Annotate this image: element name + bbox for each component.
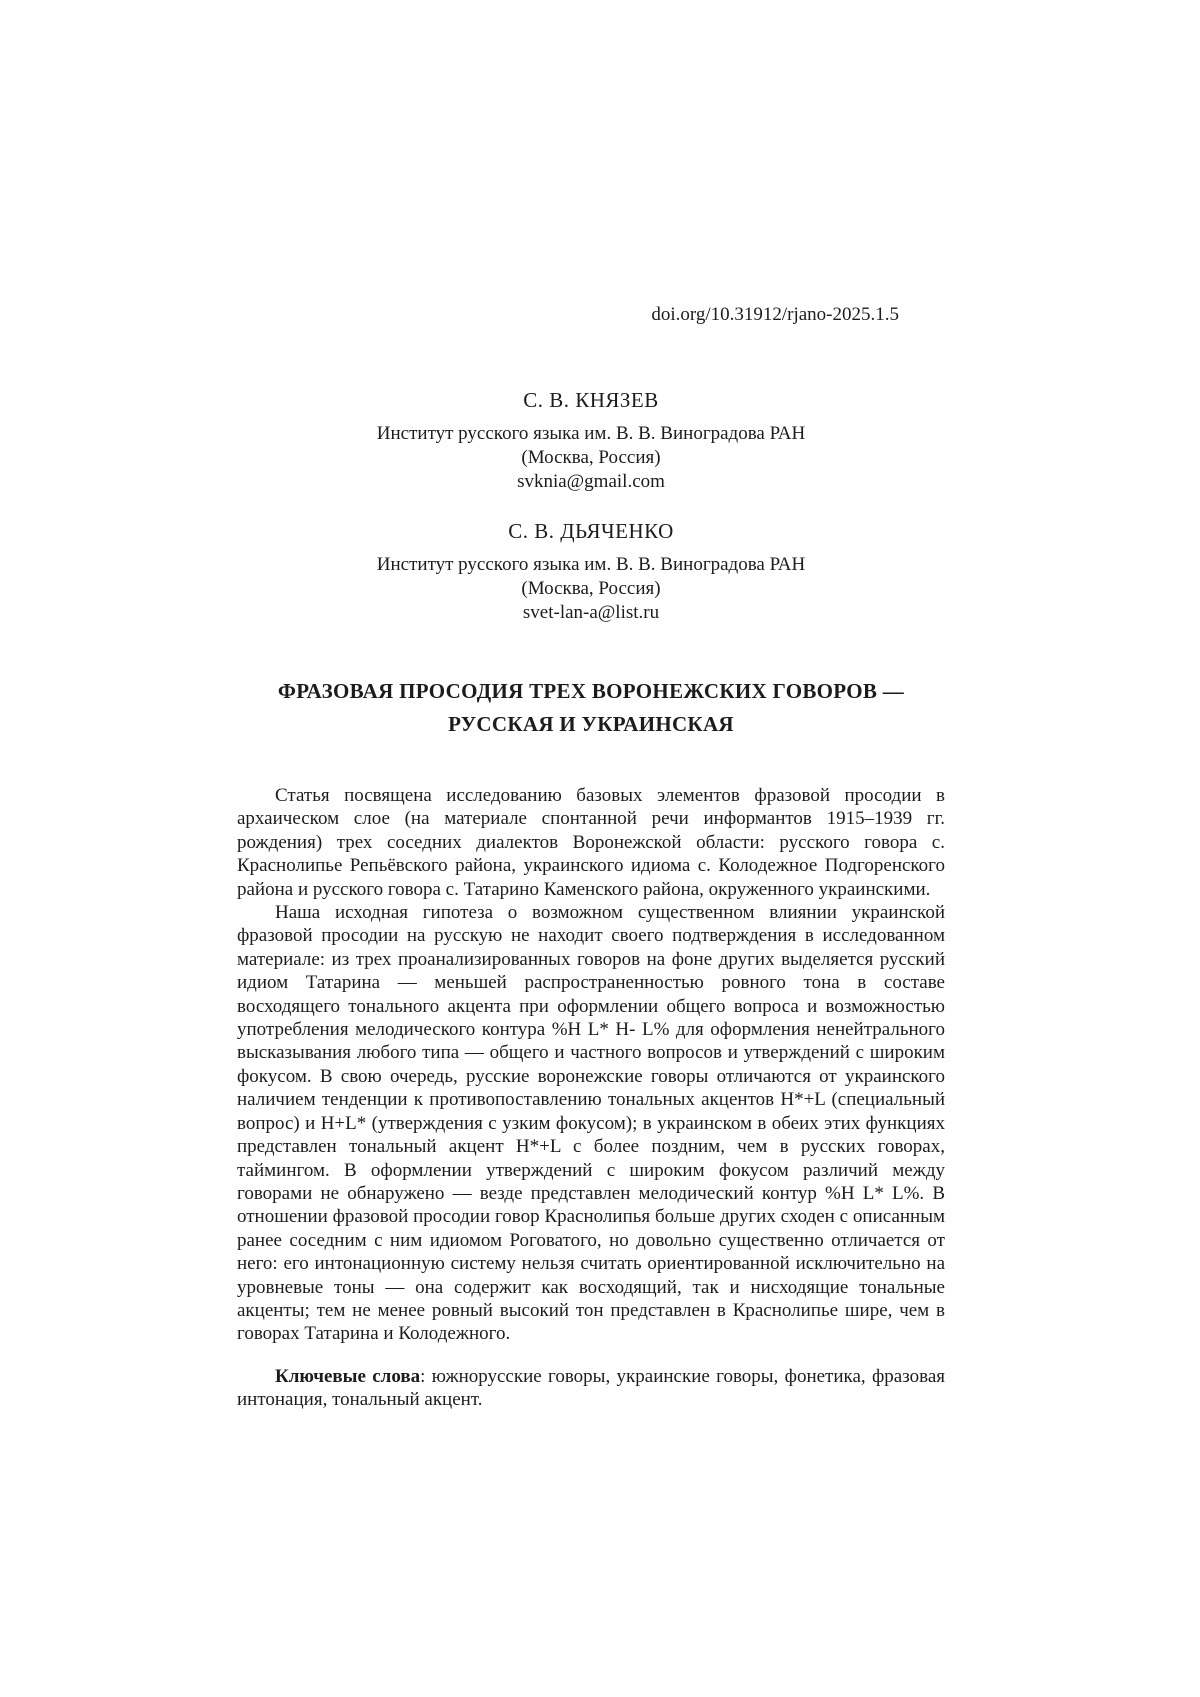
- page-content: [237, 0, 945, 1412]
- abstract-paragraph-2: Наша исходная гипотеза о возможном существенном влиянии украинской фразовой просодии на русскую не находит своего подтверждения в исследованном материале: из трех проанализированных говоров на фоне других выделяется русский идиом Татарина — меньшей распространенностью ровного тона в составе восходящего тонального акцента при оформлении общего вопроса и возможностью употребления мелодического контура %H L* H- L% для оформления ненейтрального высказывания любого типа — общего и частного вопросов и утверждений с широким фокусом. В свою очередь, русские воронежские говоры отличаются от украинского наличием тенденции к противопоставлению тональных акцентов H*+L (специальный вопрос) и H+L* (утверждения с узким фокусом); в украинском в обеих этих функциях представлен тональный акцент H*+L с более поздним, чем в русских говорах, таймингом. В оформлении утверждений с широким фокусом различий между говорами не обнаружено — везде представлен мелодический контур %H L* L%. В отношении фразовой просодии говор Краснолипья больше других сходен с описанным ранее соседним с ним идиомом Роговатого, но довольно существенно отличается от него: его интонационную систему нельзя считать ориентированной исключительно на уровневые тоны — она содержит как восходящий, так и нисходящие тональные акценты; тем не менее ровный высокий тон представлен в Краснолипье шире, чем в говорах Татарина и Колодежного.: [237, 902, 945, 1345]
- keywords-text: : южнорусские говоры, украинские говоры, фонетика, фразовая интонация, тональный акцент.: [237, 1365, 945, 1411]
- author-block-2: [237, 518, 945, 625]
- paper-title-line-1: ФРАЗОВАЯ ПРОСОДИЯ ТРЕХ ВОРОНЕЖСКИХ ГОВОРОВ —: [277, 679, 905, 703]
- paper-title: [237, 675, 945, 741]
- keywords-line: [237, 1365, 945, 1412]
- author-1-affiliation: [237, 422, 945, 494]
- abstract: [237, 784, 945, 1346]
- abstract-paragraph-1: Статья посвящена исследованию базовых элементов фразовой просодии в архаическом слое (на материале спонтанной речи информантов 1915–1939 гг. рождения) трех соседних диалектов Воронежской области: русского говора с. Краснолипье Репьёвского района, украинского идиома с. Колодежное Подгоренского района и русского говора с. Татарино Каменского района, окруженного украинскими.: [237, 785, 945, 900]
- author-1-name: С. В. КНЯЗЕВ: [523, 388, 659, 412]
- author-block-1: [237, 387, 945, 494]
- author-1-location: (Москва, Россия): [521, 447, 661, 468]
- author-1-institute: Институт русского языка им. В. В. Виноградова РАН: [376, 423, 806, 444]
- paper-title-line-2: РУССКАЯ И УКРАИНСКАЯ: [448, 712, 734, 736]
- doi-text: doi.org/10.31912/rjano-2025.1.5: [651, 304, 899, 325]
- author-2-location: (Москва, Россия): [521, 578, 661, 599]
- author-2-affiliation: [237, 553, 945, 625]
- keywords-label: Ключевые слова: [275, 1365, 421, 1387]
- author-2-email: svet-lan-a@list.ru: [522, 602, 660, 623]
- author-1-email: svknia@gmail.com: [517, 471, 665, 492]
- author-2-institute: Институт русского языка им. В. В. Виноградова РАН: [376, 554, 806, 575]
- author-2-name: С. В. ДЬЯЧЕНКО: [508, 519, 674, 543]
